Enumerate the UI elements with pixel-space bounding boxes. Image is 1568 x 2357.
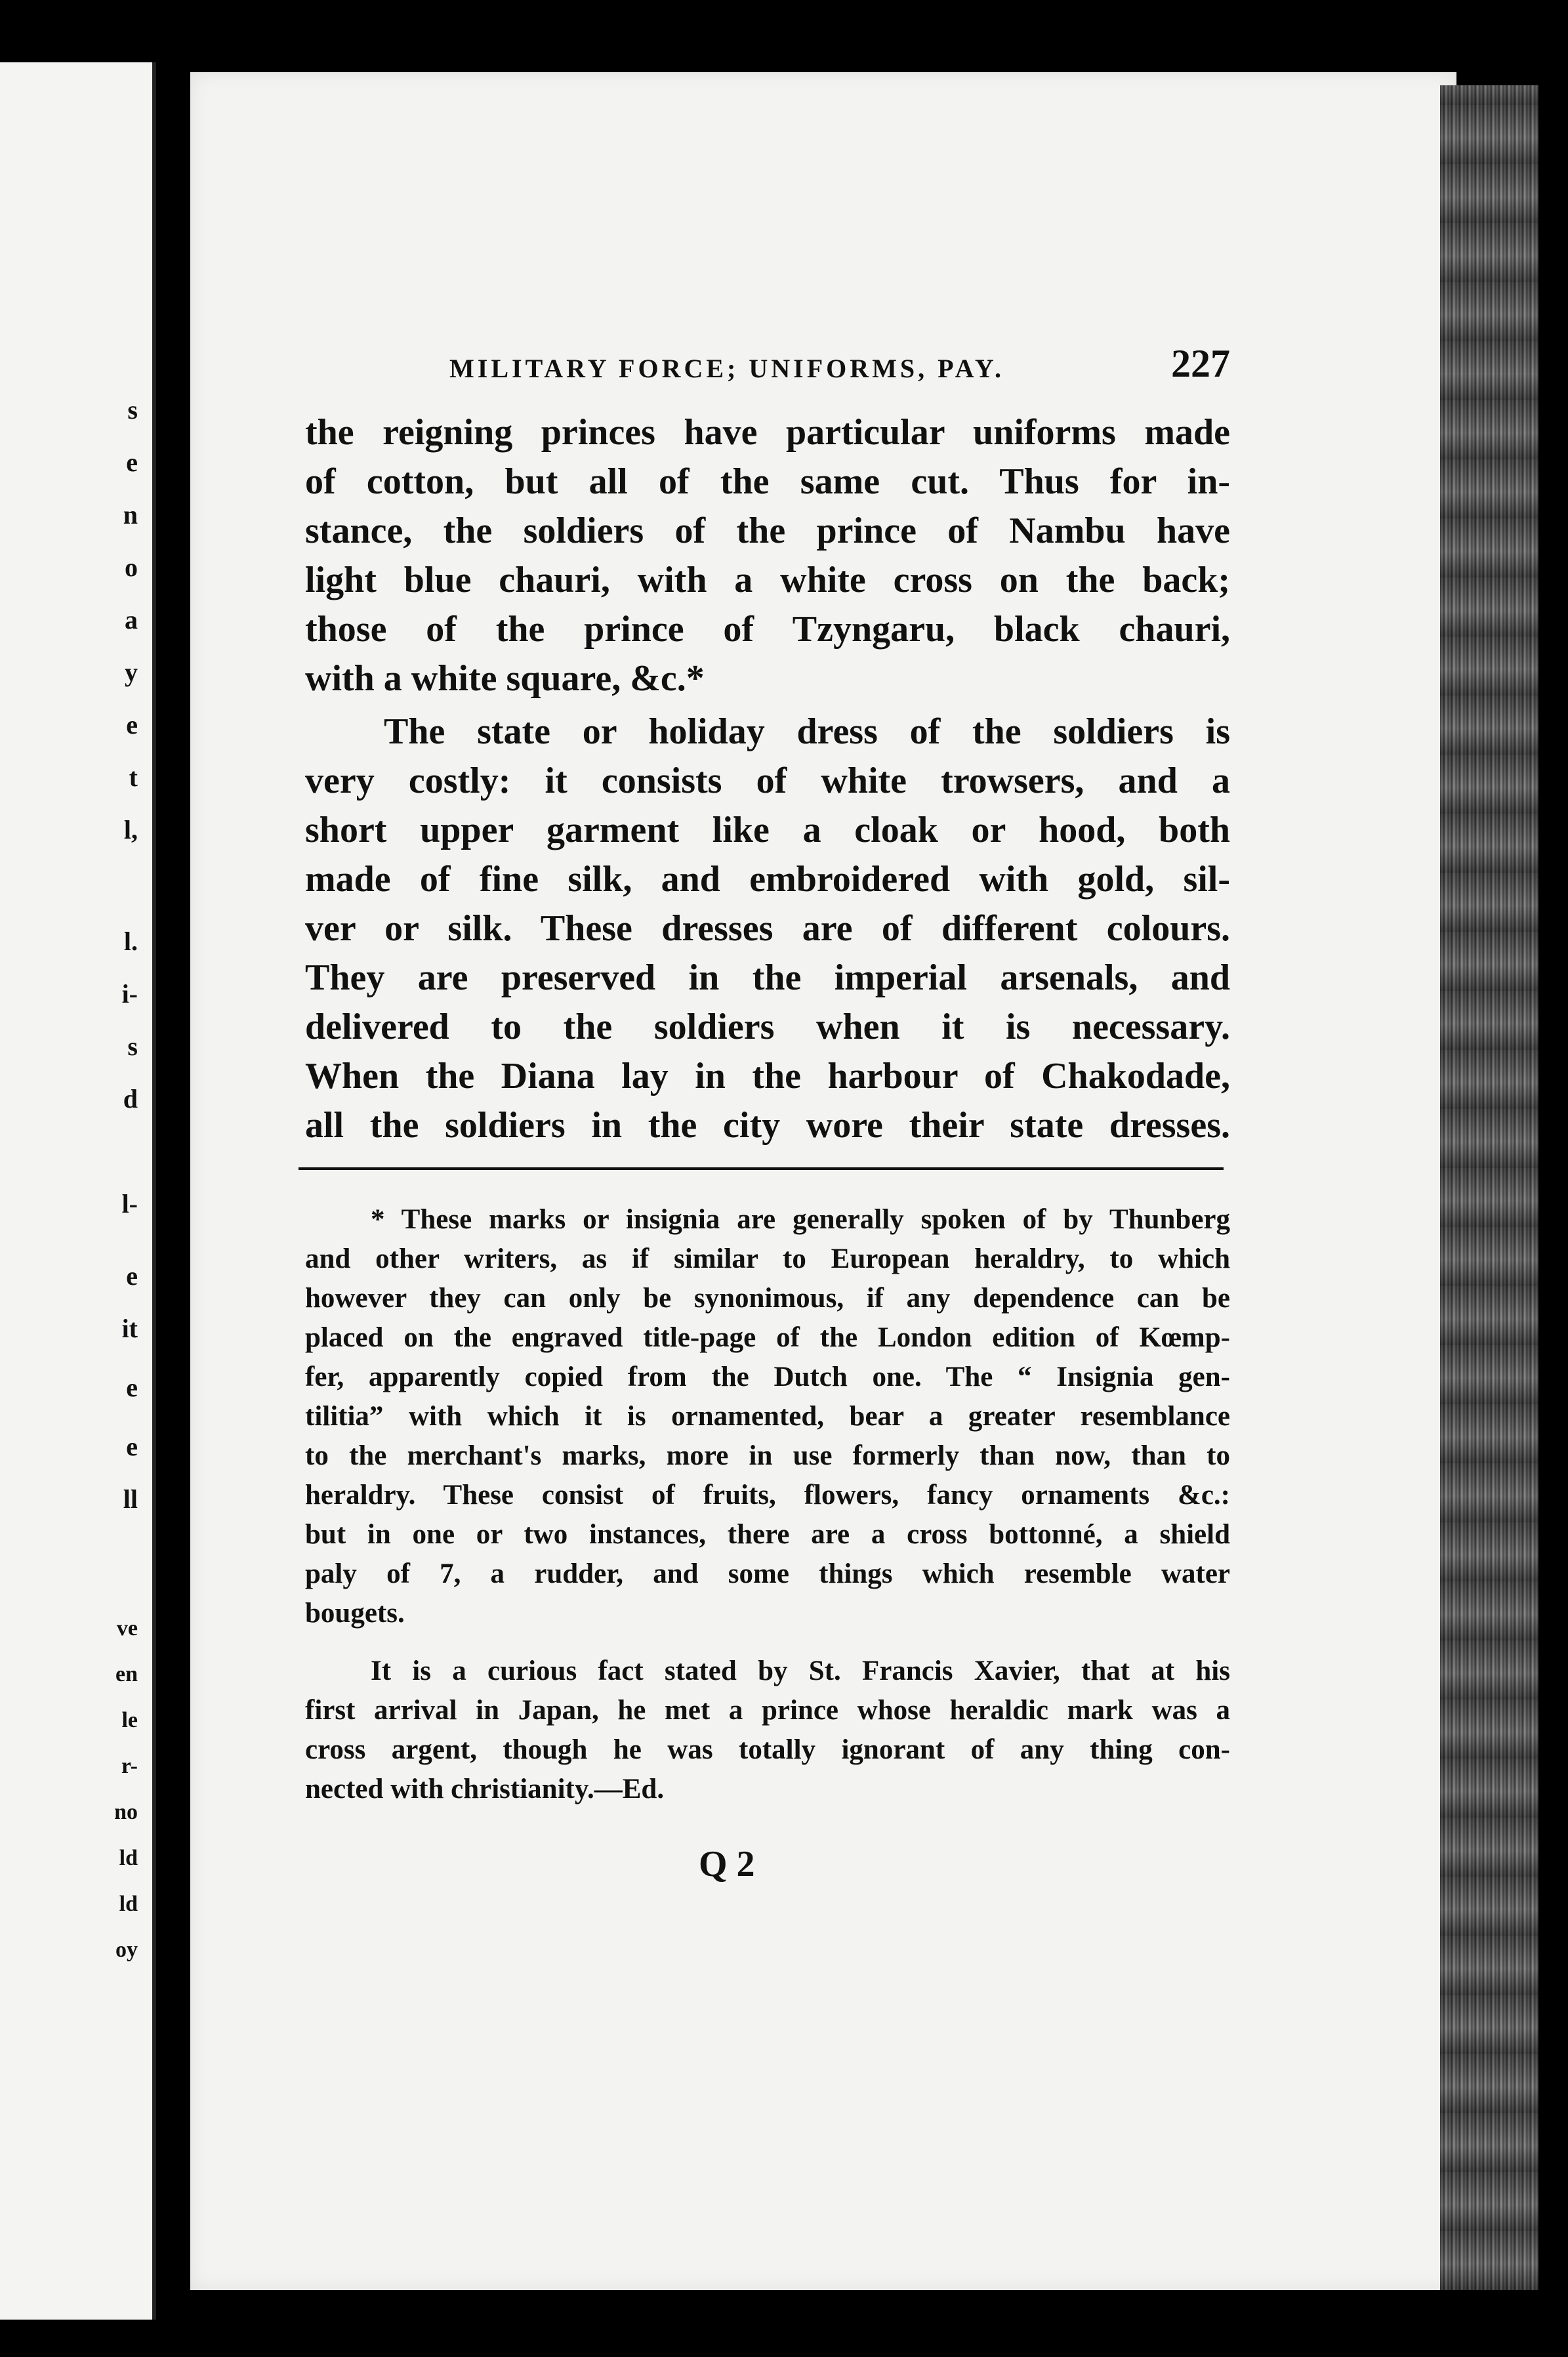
footnote-line: It is a curious fact stated by St. Francis Xavier, that at his xyxy=(371,1656,1230,1686)
page-number: 227 xyxy=(1171,342,1230,385)
text-line: ver or silk. These dresses are of different colours. xyxy=(305,908,1230,949)
text-line: stance, the soldiers of the prince of Nambu have xyxy=(305,511,1230,551)
left-line-end: i- xyxy=(121,979,138,1009)
left-line-end: l- xyxy=(121,1189,138,1219)
footnote-rule xyxy=(299,1167,1224,1170)
left-line-end: e xyxy=(126,1261,138,1291)
text-line: short upper garment like a cloak or hood, both xyxy=(305,810,1230,850)
footnote-line: heraldry. These consist of fruits, flowers, fancy ornaments &c.: xyxy=(305,1480,1230,1511)
text-line: made of fine silk, and embroidered with gold, sil- xyxy=(305,859,1230,900)
left-line-end: s xyxy=(127,1032,138,1061)
footnote-line: fer, apparently copied from the Dutch one. The “ Insignia gen- xyxy=(305,1362,1230,1392)
left-line-end: ll xyxy=(123,1484,138,1514)
left-line-end: d xyxy=(123,1084,138,1114)
left-page-line-endings xyxy=(0,62,152,2320)
text-line: When the Diana lay in the harbour of Chakodade, xyxy=(305,1056,1230,1096)
body-text xyxy=(305,408,1230,1150)
left-line-end: l. xyxy=(123,927,138,956)
text-line: light blue chauri, with a white cross on the back; xyxy=(305,560,1230,600)
signature-mark: Q 2 xyxy=(699,1844,755,1885)
text-line: of cotton, but all of the same cut. Thus for in- xyxy=(305,461,1230,502)
left-line-end: a xyxy=(125,605,138,635)
left-line-end: no xyxy=(114,1800,138,1824)
footnote xyxy=(305,1200,1230,1809)
running-title: MILITARY FORCE; UNIFORMS, PAY. xyxy=(449,354,1005,383)
left-line-end: ld xyxy=(119,1892,138,1916)
text-line: all the soldiers in the city wore their state dresses. xyxy=(305,1105,1230,1146)
page-content xyxy=(305,341,1230,1885)
left-line-end: t xyxy=(129,762,138,792)
footnote-line: and other writers, as if similar to European heraldry, to which xyxy=(305,1243,1230,1274)
text-line: the reigning princes have particular uniforms made xyxy=(305,412,1230,453)
left-line-end: l, xyxy=(123,815,138,845)
footnote-line: to the merchant's marks, more in use formerly than now, than to xyxy=(305,1440,1230,1471)
footnote-line: tilitia” with which it is ornamented, bear a greater resemblance xyxy=(305,1401,1230,1432)
left-line-end: y xyxy=(125,657,138,687)
left-line-end: it xyxy=(121,1314,138,1343)
footnote-line: * These marks or insignia are generally spoken of by Thunberg xyxy=(371,1204,1230,1235)
page-edges xyxy=(1440,85,1538,2290)
footnote-line: paly of 7, a rudder, and some things which resemble water xyxy=(305,1558,1230,1589)
footnote-line: however they can only be synonimous, if any dependence can be xyxy=(305,1283,1230,1314)
footnote-line: bougets. xyxy=(305,1598,405,1629)
left-line-end: le xyxy=(121,1708,138,1732)
left-line-end: oy xyxy=(115,1938,138,1962)
left-line-end: ld xyxy=(119,1846,138,1870)
footnote-line: but in one or two instances, there are a cross bottonné, a shield xyxy=(305,1519,1230,1550)
text-line: those of the prince of Tzyngaru, black chauri, xyxy=(305,609,1230,650)
left-line-end: e xyxy=(126,448,138,477)
left-line-end: e xyxy=(126,1432,138,1461)
left-line-end: e xyxy=(126,1373,138,1402)
footnote-line: first arrival in Japan, he met a prince whose heraldic mark was a xyxy=(305,1695,1230,1726)
text-line: They are preserved in the imperial arsenals, and xyxy=(305,957,1230,998)
left-line-end: ve xyxy=(116,1616,138,1640)
text-line: with a white square, &c.* xyxy=(305,658,705,699)
footnote-line: placed on the engraved title-page of the London edition of Kœmp- xyxy=(305,1322,1230,1353)
footnote-line: cross argent, though he was totally ignorant of any thing con- xyxy=(305,1734,1230,1765)
left-page-fragment xyxy=(0,62,156,2320)
running-head xyxy=(305,341,1230,387)
left-line-end: r- xyxy=(121,1754,138,1778)
left-line-end: en xyxy=(115,1662,138,1686)
left-line-end: o xyxy=(125,553,138,582)
left-line-end: e xyxy=(126,710,138,740)
left-line-end: s xyxy=(127,395,138,425)
text-line: delivered to the soldiers when it is necessary. xyxy=(305,1007,1230,1047)
text-line: very costly: it consists of white trowsers, and a xyxy=(305,761,1230,801)
footnote-line: nected with christianity.—Ed. xyxy=(305,1774,665,1804)
left-line-end: n xyxy=(123,500,138,530)
text-line: The state or holiday dress of the soldiers is xyxy=(384,711,1230,752)
